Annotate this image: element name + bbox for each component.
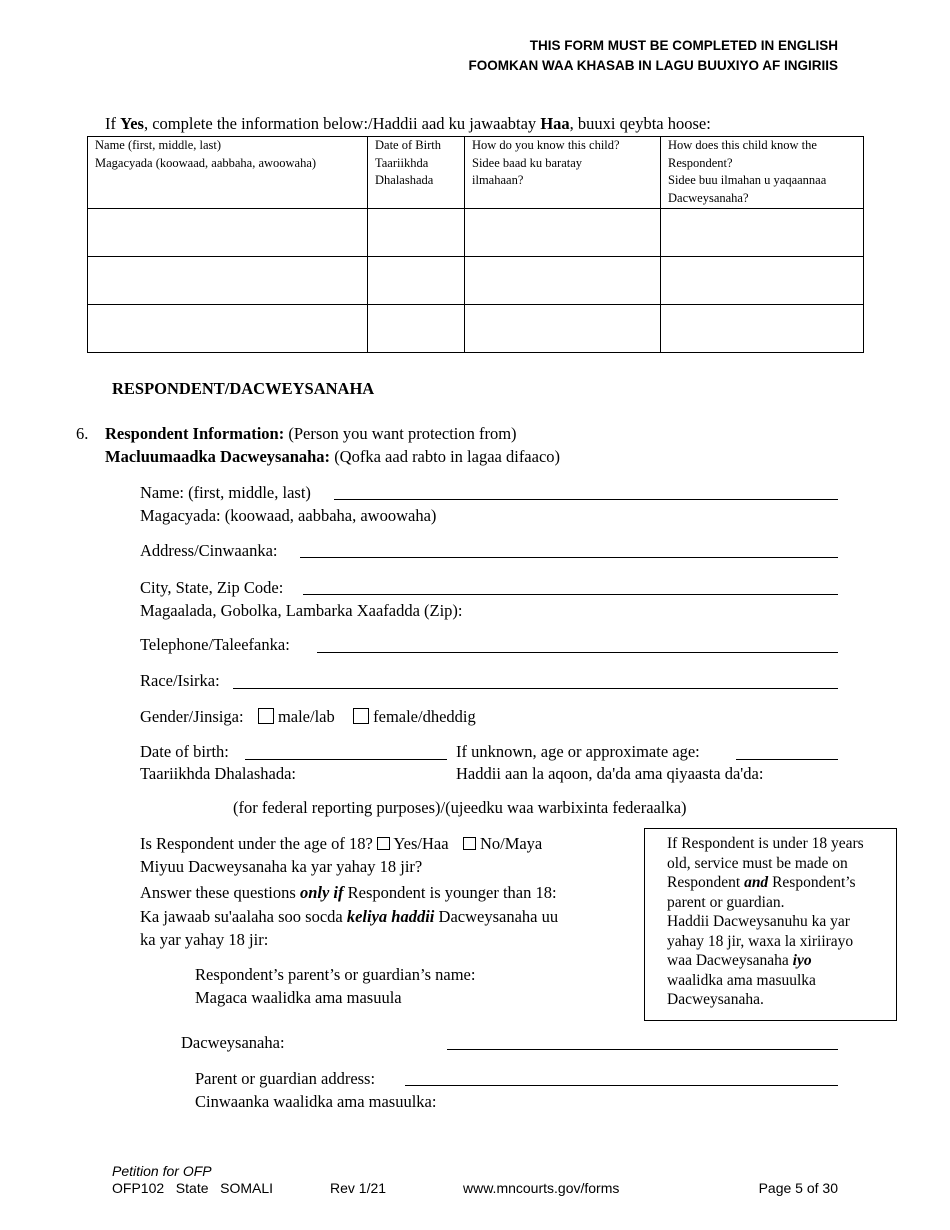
- footer-url[interactable]: www.mncourts.gov/forms: [463, 1180, 620, 1196]
- cell-child-name[interactable]: [88, 305, 368, 353]
- page-header: [469, 36, 839, 76]
- cell-child-name[interactable]: [88, 209, 368, 257]
- cell-how-child-knows[interactable]: [661, 257, 864, 305]
- parent-name-label-somali-cont: Dacweysanaha:: [181, 1033, 285, 1052]
- item-subtitle: Macluumaadka Dacweysanaha: (Qofka aad rabto in lagaa difaaco): [105, 447, 561, 466]
- address-label: Address/Cinwaanka:: [140, 541, 278, 560]
- parent-address-label: Parent or guardian address:: [195, 1069, 376, 1088]
- female-label: female/dheddig: [373, 707, 476, 726]
- city-state-zip-field[interactable]: [303, 594, 838, 595]
- male-label: male/lab: [277, 707, 335, 726]
- section-heading: RESPONDENT/DACWEYSANAHA: [112, 379, 375, 398]
- cell-how-child-knows[interactable]: [661, 305, 864, 353]
- column-header-dob: Date of Birth Taariikhda Dhalashada: [368, 137, 465, 209]
- race-field[interactable]: [233, 688, 838, 689]
- column-header-name: Name (first, middle, last) Magacyada (koowaad, aabbaha, awoowaha): [88, 137, 368, 209]
- age-label: If unknown, age or approximate age:: [456, 742, 700, 761]
- minor-no-label: No/Maya: [479, 834, 543, 853]
- male-checkbox[interactable]: [258, 708, 274, 724]
- footer-revision: Rev 1/21: [330, 1180, 387, 1196]
- parent-name-label-somali: Magaca waalidka ama masuula: [195, 988, 402, 1007]
- answer-instruction: Answer these questions only if Respondent is younger than 18:: [140, 883, 557, 902]
- cell-child-dob[interactable]: [368, 305, 465, 353]
- column-header-how-know-child: How do you know this child? Sidee baad ku baratay ilmahaan?: [465, 137, 661, 209]
- city-label: City, State, Zip Code:: [140, 578, 284, 597]
- parent-address-label-somali: Cinwaanka waalidka ama masuulka:: [195, 1092, 437, 1111]
- footer-form-id: OFP102 State SOMALI: [112, 1180, 274, 1196]
- table-row: [88, 257, 864, 305]
- name-label-somali: Magacyada: (koowaad, aabbaha, awoowaha): [140, 506, 437, 525]
- cell-how-child-knows[interactable]: [661, 209, 864, 257]
- table-row: [88, 305, 864, 353]
- column-header-how-child-knows: How does this child know the Respondent? Sidee buu ilmahan u yaqaannaa Dacweysanaha?: [661, 137, 864, 209]
- cell-child-name[interactable]: [88, 257, 368, 305]
- answer-instruction-somali: Ka jawaab su'aalaha soo socda keliya haddii Dacweysanaha uu: [140, 907, 559, 926]
- cell-how-know-child[interactable]: [465, 209, 661, 257]
- children-intro: If Yes, complete the information below:/Haddii aad ku jawaabtay Haa, buuxi qeybta hoose:: [105, 114, 711, 133]
- service-note-box: If Respondent is under 18 years old, service must be made on Respondent and Respondent’s parent or guardian. Haddii Dacweysanuhu ka yar yahay 18 jir, waxa la xiriirayo waa Dacweysanaha iyo waalidka ama masuulka Dacweysanaha.: [644, 828, 897, 1021]
- race-label: Race/Isirka:: [140, 671, 220, 690]
- cell-child-dob[interactable]: [368, 257, 465, 305]
- phone-label: Telephone/Taleefanka:: [140, 635, 290, 654]
- gender-label: Gender/Jinsiga:: [140, 707, 244, 726]
- cell-how-know-child[interactable]: [465, 305, 661, 353]
- age-label-somali: Haddii aan la aqoon, da'da ama qiyaasta da'da:: [456, 764, 764, 783]
- parent-name-label: Respondent’s parent’s or guardian’s name:: [195, 965, 476, 984]
- dob-label-somali: Taariikhda Dhalashada:: [140, 764, 296, 783]
- children-table: [87, 136, 864, 353]
- cell-child-dob[interactable]: [368, 209, 465, 257]
- parent-name-field[interactable]: [447, 1049, 838, 1050]
- dob-label: Date of birth:: [140, 742, 229, 761]
- gender-row: [140, 705, 476, 728]
- header-line-2: FOOMKAN WAA KHASAB IN LAGU BUUXIYO AF INGIRIIS: [468, 58, 838, 73]
- footer-form-title: Petition for OFP: [112, 1163, 212, 1179]
- city-label-somali: Magaalada, Gobolka, Lambarka Xaafadda (Zip):: [140, 601, 463, 620]
- minor-yes-checkbox[interactable]: [377, 837, 390, 850]
- federal-note: (for federal reporting purposes)/(ujeedku waa warbixinta federaalka): [233, 798, 687, 817]
- phone-field[interactable]: [317, 652, 838, 653]
- parent-address-field[interactable]: [405, 1085, 838, 1086]
- cell-how-know-child[interactable]: [465, 257, 661, 305]
- item-title: Respondent Information: (Person you want protection from): [105, 424, 517, 443]
- item-number: 6.: [76, 424, 89, 443]
- table-header-row: [88, 137, 864, 209]
- name-field[interactable]: [334, 499, 838, 500]
- address-field[interactable]: [300, 557, 838, 558]
- minor-yes-label: Yes/Haa: [393, 834, 449, 853]
- female-checkbox[interactable]: [353, 708, 369, 724]
- minor-question: Is Respondent under the age of 18?: [140, 834, 373, 853]
- answer-instruction-somali-cont: ka yar yahay 18 jir:: [140, 930, 269, 949]
- age-field[interactable]: [736, 759, 838, 760]
- footer-page-number: Page 5 of 30: [758, 1180, 838, 1196]
- dob-field[interactable]: [245, 759, 447, 760]
- table-row: [88, 209, 864, 257]
- header-line-1: THIS FORM MUST BE COMPLETED IN ENGLISH: [529, 38, 838, 53]
- minor-question-row: [140, 832, 542, 855]
- minor-question-somali: Miyuu Dacweysanaha ka yar yahay 18 jir?: [140, 857, 423, 876]
- minor-no-checkbox[interactable]: [463, 837, 476, 850]
- name-label: Name: (first, middle, last): [140, 483, 311, 502]
